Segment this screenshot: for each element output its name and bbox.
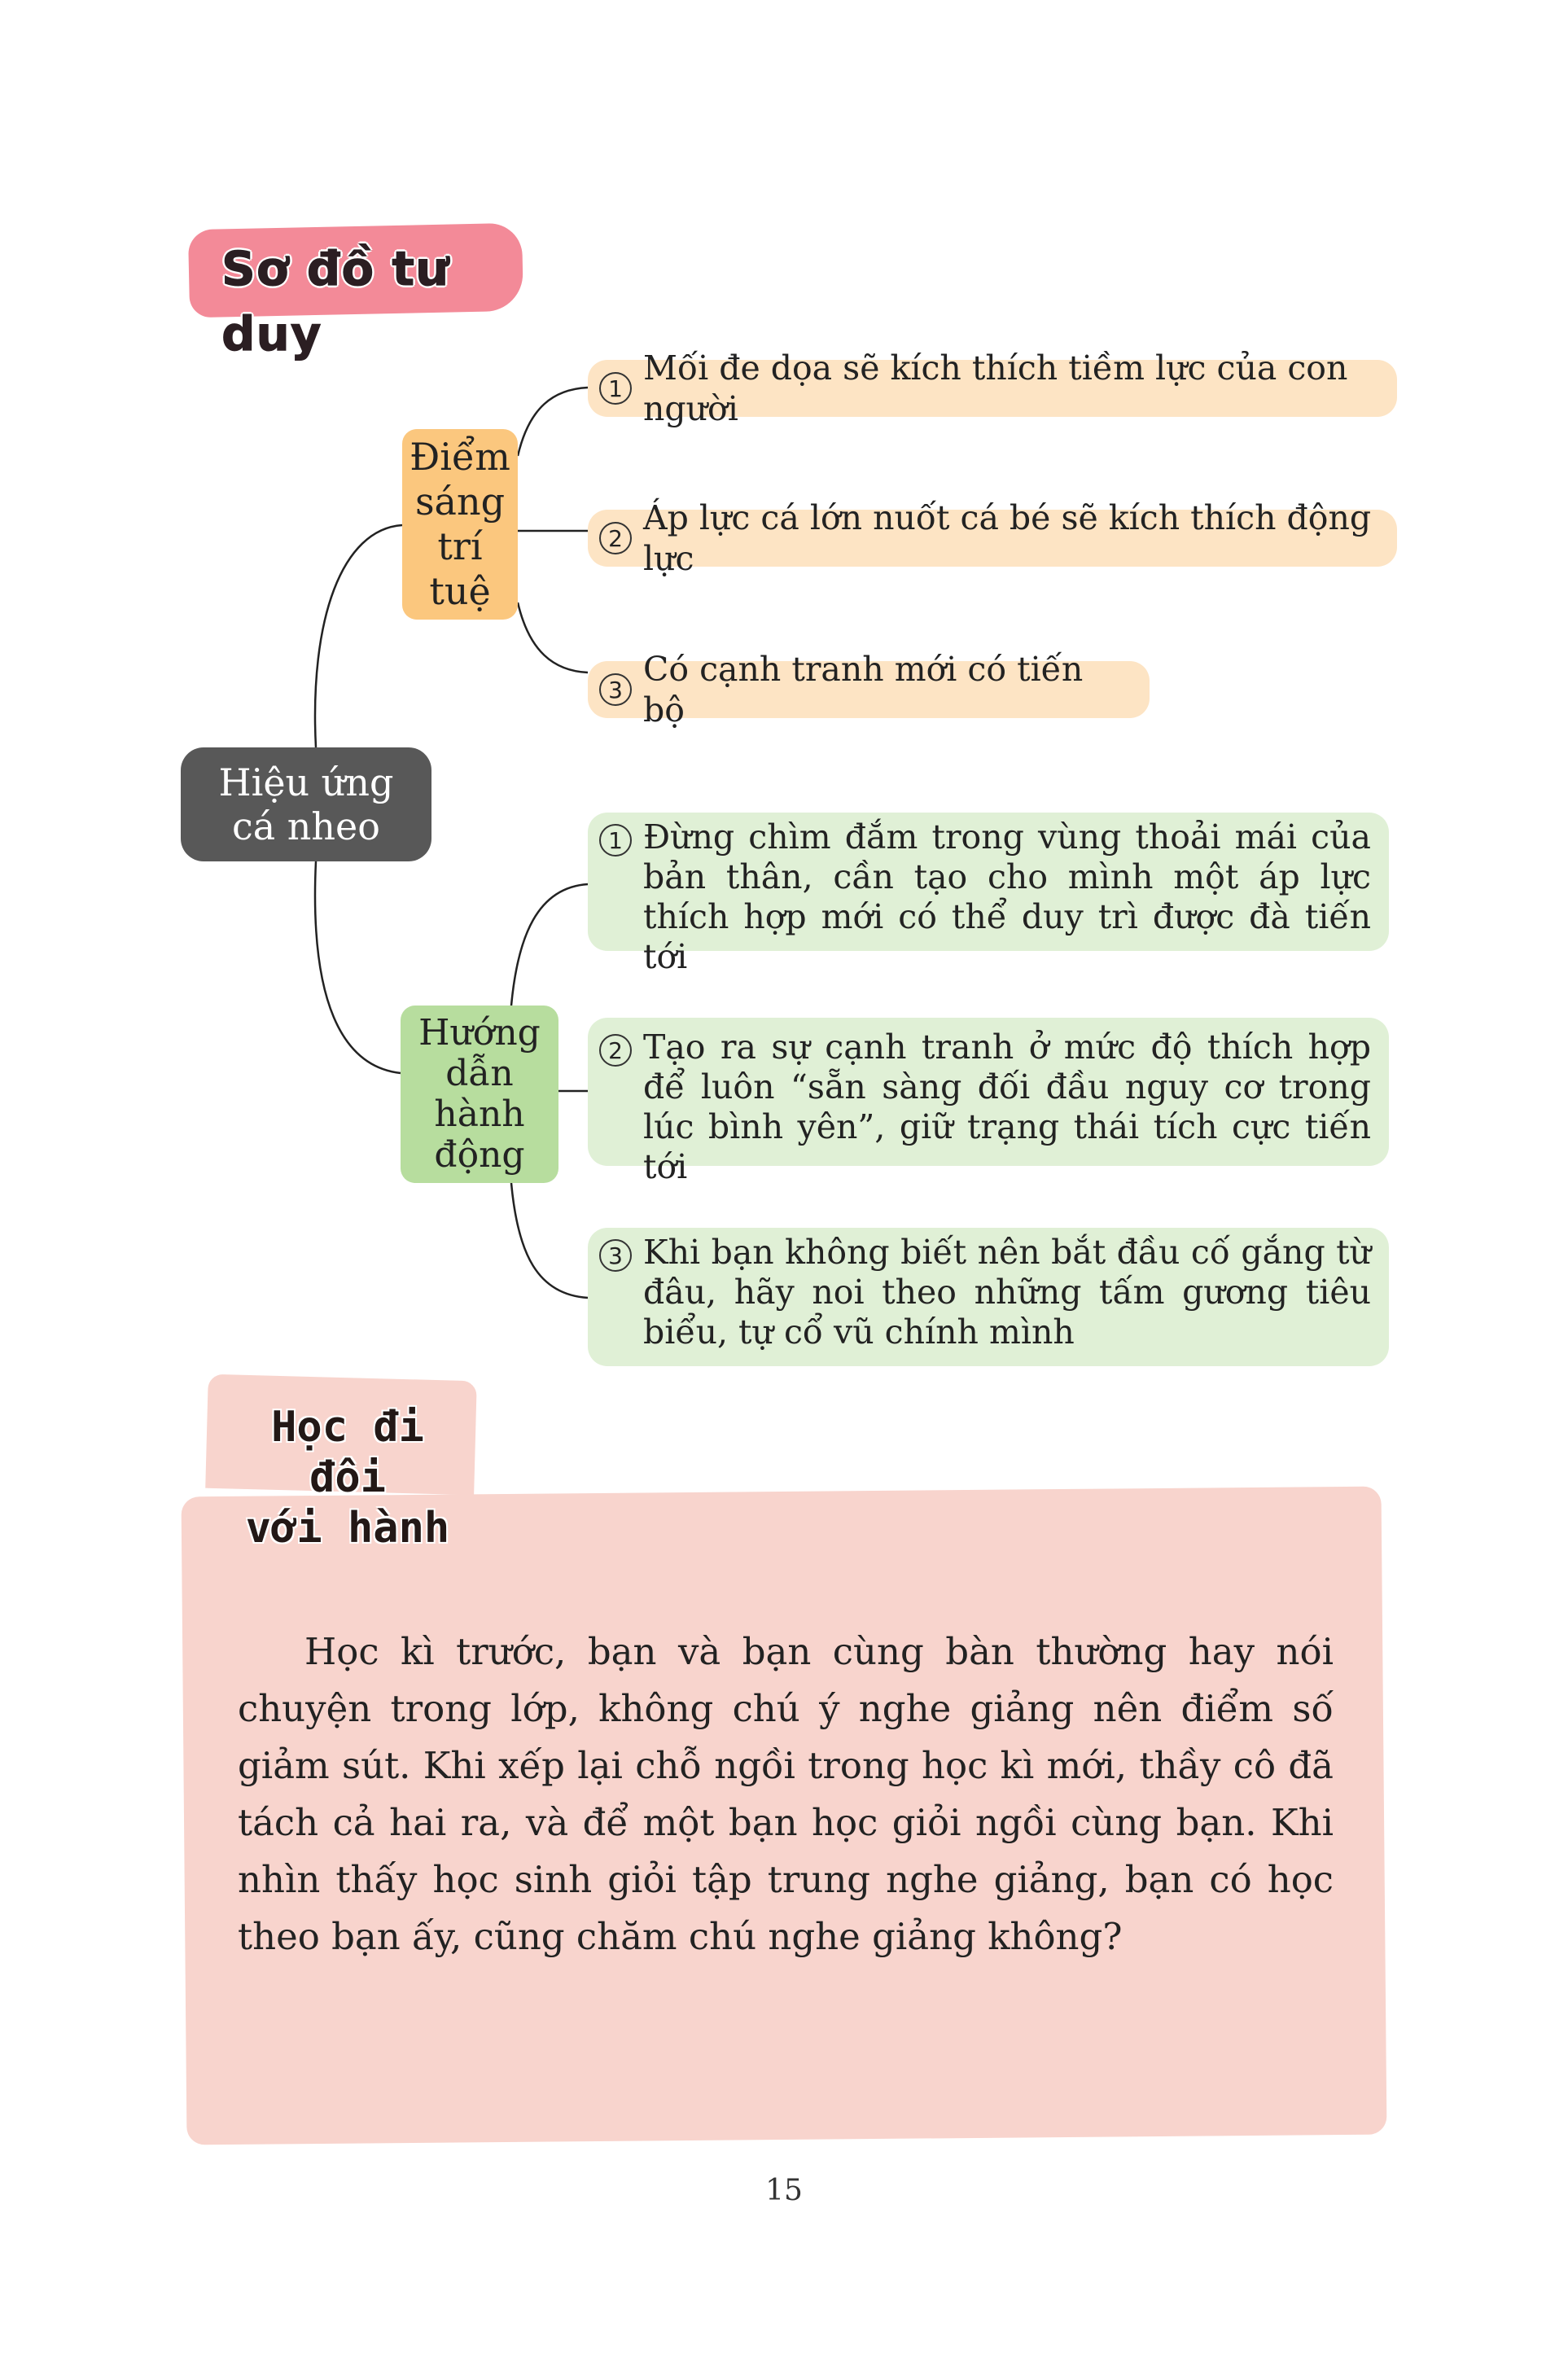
branch-node-action-guide [401, 1006, 558, 1183]
root-label-line1: Hiệu ứng [218, 760, 394, 804]
branch-label-line: Hướng [418, 1012, 541, 1054]
branch-label-line: Điểm [410, 435, 510, 479]
mindmap-root-node [181, 747, 431, 861]
insight-item-1 [588, 348, 1397, 428]
branch-label-line: trí [437, 524, 483, 568]
insight-item-text: Áp lực cá lớn nuốt cá bé sẽ kích thích động lực [643, 498, 1372, 578]
action-item-text: Khi bạn không biết nên bắt đầu cố gắng từ đâu, hãy noi theo những tấm gương tiêu biểu, tự cổ vũ chính mình [643, 1233, 1371, 1352]
section-title: Sơ đồ tư duy [221, 241, 450, 361]
branch-node-insight [402, 429, 518, 620]
action-item-text: Đừng chìm đắm trong vùng thoải mái của bản thân, cần tạo cho mình một áp lực thích hợp mới có thể duy trì được đà tiến tới [643, 817, 1371, 976]
branch-label-line: tuệ [429, 569, 491, 613]
insight-item-text: Có cạnh tranh mới có tiến bộ [643, 650, 1084, 730]
insight-item-3 [588, 650, 1150, 730]
branch-label-line: hành [434, 1093, 525, 1135]
number-circle-icon: 3 [599, 1239, 632, 1272]
number-circle-icon: 2 [599, 522, 632, 554]
number-circle-icon: 1 [599, 824, 632, 857]
branch-label-line: sáng [414, 480, 506, 524]
action-item-2 [588, 1018, 1389, 1186]
number-circle-icon: 3 [599, 673, 632, 706]
action-item-3 [588, 1228, 1389, 1366]
practice-paragraph: Học kì trước, bạn và bạn cùng bàn thường hay nói chuyện trong lớp, không chú ý nghe giảng nên điểm số giảm sút. Khi xếp lại chỗ ngồi trong học kì mới, thầy cô đã tách cả hai ra, và để một bạn học giỏi ngồi cùng bạn. Khi nhìn thấy học sinh giỏi tập trung nghe giảng, bạn có học theo bạn ấy, cũng chăm chú nghe giảng không? [238, 1630, 1334, 1958]
root-label-line2: cá nheo [232, 804, 380, 848]
branch-label-line: dẫn [445, 1053, 514, 1094]
page-number: 15 [765, 2174, 803, 2207]
number-circle-icon: 2 [599, 1034, 632, 1067]
number-circle-icon: 1 [599, 372, 632, 405]
practice-title-line2: với hành [245, 1504, 450, 1553]
action-item-1 [588, 813, 1389, 976]
insight-item-text: Mối đe dọa sẽ kích thích tiềm lực của con người [643, 348, 1348, 428]
action-item-text: Tạo ra sự cạnh tranh ở mức độ thích hợp để luôn “sẵn sàng đối đầu nguy cơ trong lúc bình yên”, giữ trạng thái tích cực tiến tới [643, 1027, 1371, 1186]
branch-label-line: động [434, 1134, 525, 1176]
insight-item-2 [588, 498, 1397, 578]
practice-title-line1: Học đi đôi [271, 1403, 424, 1502]
practice-title [230, 1402, 466, 1553]
